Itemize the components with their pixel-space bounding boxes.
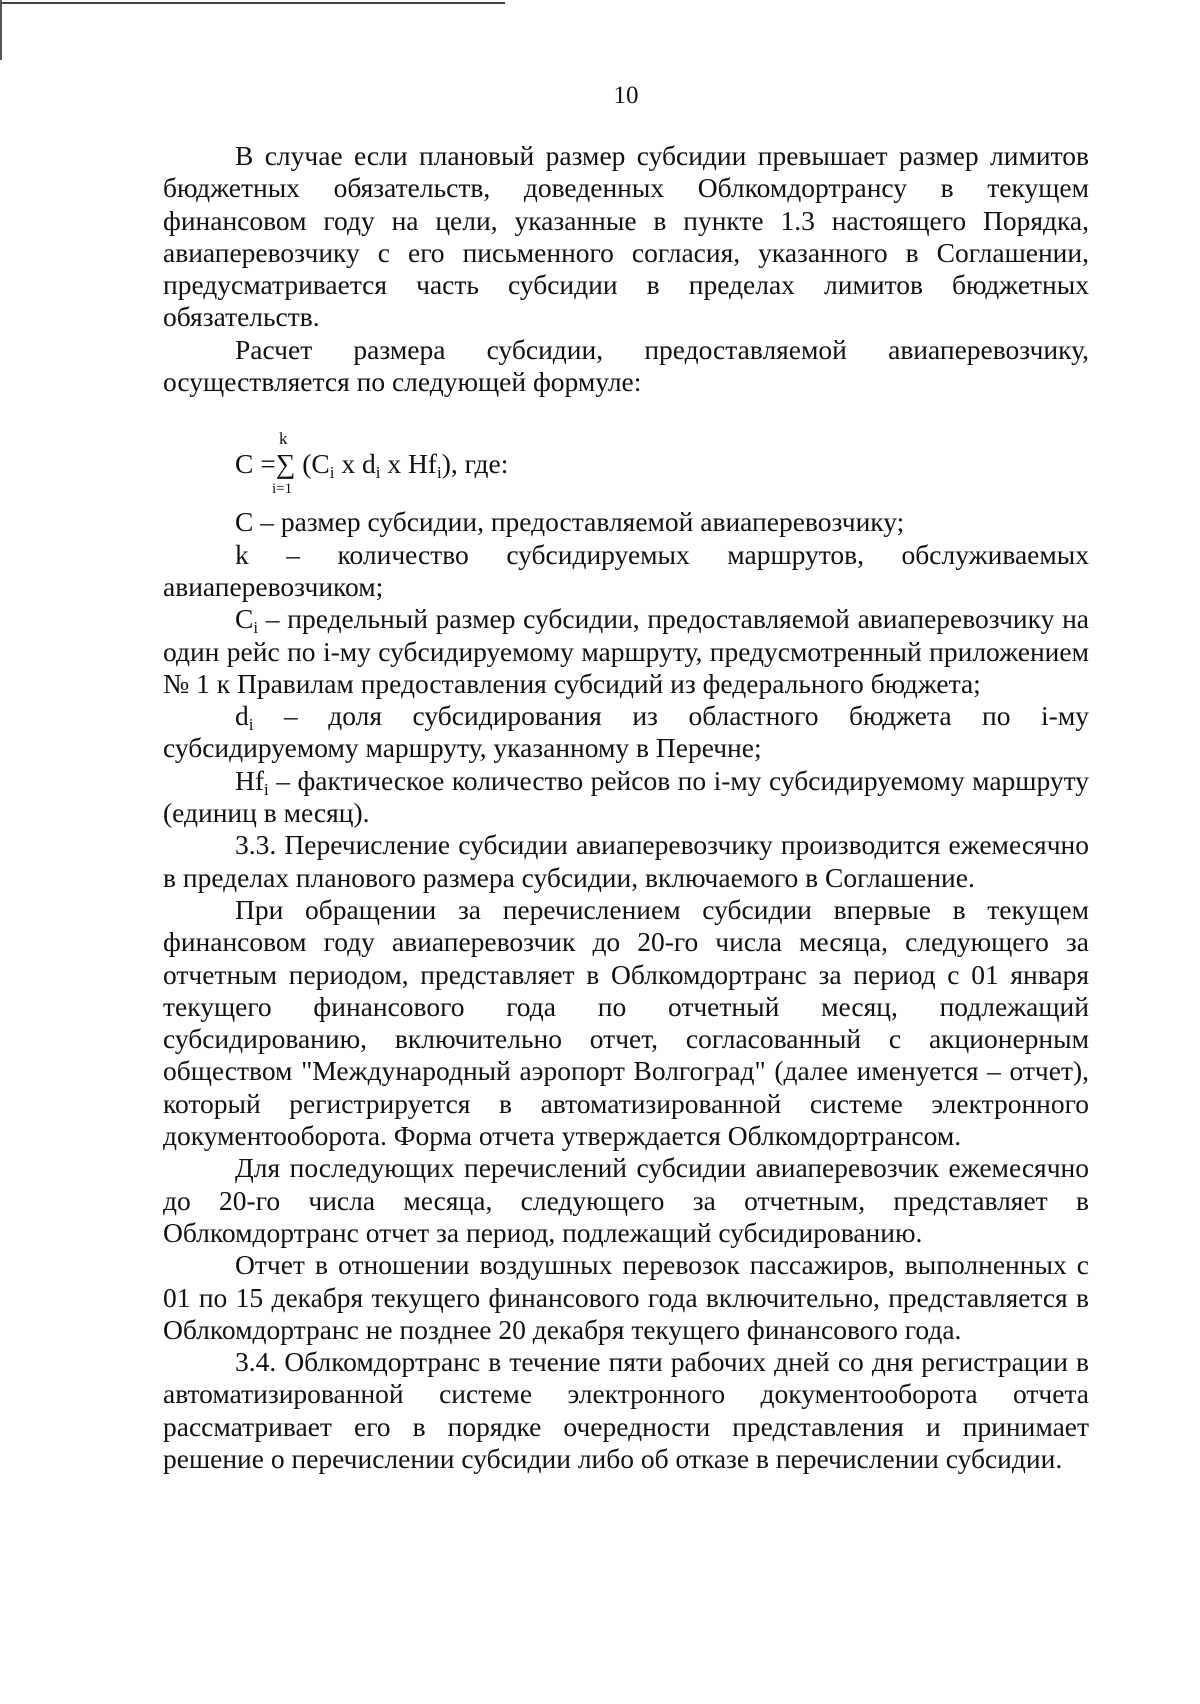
definition-symbol: d [235, 700, 249, 732]
definition-hfi [163, 765, 1089, 830]
formula-lhs: C = [235, 448, 276, 480]
formula-upper-limit: k [279, 429, 288, 449]
paragraph-subsequent-transfers: Для последующих перечислений субсидии авиаперевозчик ежемесячно до 20-го числа месяца, следующего за отчетным, представляет в Облкомдортранс отчет за период, подлежащий субсидированию. [163, 1152, 1089, 1248]
definition-c: С – размер субсидии, предоставляемой авиаперевозчику; [235, 506, 905, 538]
formula-lower-limit: i=1 [272, 481, 293, 498]
formula-close: ), где: [441, 448, 509, 480]
formula-sub: i [375, 463, 381, 483]
definition-di [163, 700, 1089, 765]
definition-ci [163, 603, 1089, 700]
formula-sum-sign: ∑ [275, 448, 296, 480]
paragraph-3-4: 3.4. Облкомдортранс в течение пяти рабочих дней со дня регистрации в автоматизированной системе электронного документооборота отчета рассматривает его в порядке очередности представления и принимает решение о перечислении субсидии либо об отказе в перечислении субсидии. [163, 1346, 1089, 1474]
definition-text: – предельный размер субсидии, предоставляемой авиаперевозчику на один рейс по i-му субсидируемому маршруту, предусмотренный приложением № 1 к Правилам предоставления субсидий из федерального бюджета; [163, 603, 1089, 699]
formula-mid: x d [334, 448, 376, 480]
definition-k: k – количество субсидируемых маршрутов, обслуживаемых авиаперевозчиком; [163, 538, 1089, 602]
paragraph-calculation-intro: Расчет размера субсидии, предоставляемой авиаперевозчику, осуществляется по следующей формуле: [163, 333, 1089, 398]
definition-text: – доля субсидирования из областного бюджета по i-му субсидируемому маршруту, указанному в Перечне; [163, 700, 1089, 764]
formula-sub: i [329, 463, 335, 483]
definition-subscript: i [264, 779, 269, 799]
paragraph-first-transfer: При обращении за перечислением субсидии впервые в текущем финансовом году авиаперевозчик до 20-го числа месяца, следующего за отчетным периодом, представляет в Облкомдортранс за период с 01 января текущего финансового года по отчетный месяц, подлежащий субсидированию, включительно отчет, согласованный с акционерным обществом "Международный аэропорт Волгоград" (далее именуется – отчет), который регистрируется в автоматизированной системе электронного документооборота. Форма отчета утверждается Облкомдортрансом. [163, 893, 1089, 1152]
paragraph-3-3: 3.3. Перечисление субсидии авиаперевозчику производится ежемесячно в пределах планового размера субсидии, включаемого в Соглашение. [163, 829, 1089, 893]
formula-sub: i [436, 463, 442, 483]
scan-edge-top [0, 2, 505, 4]
definition-subscript: i [248, 715, 254, 735]
formula-expression [235, 448, 509, 483]
page-number: 10 [613, 82, 639, 109]
definition-symbol: Hf [235, 764, 265, 796]
definition-text: – фактическое количество рейсов по i-му субсидируемому маршруту (единиц в месяц). [163, 764, 1089, 829]
paragraph-subsidy-limit: В случае если плановый размер субсидии превышает размер лимитов бюджетных обязательств, доведенных Облкомдортрансу в текущем финансовом году на цели, указанные в пункте 1.3 настоящего Порядка, авиаперевозчику с его письменного согласия, указанного в Соглашении, предусматривается часть субсидии в пределах лимитов бюджетных обязательств. [163, 140, 1089, 333]
formula-open: (C [295, 448, 330, 480]
formula-mid: x Hf [380, 448, 437, 480]
subsidy-formula [163, 404, 1089, 502]
definition-symbol: С [235, 603, 254, 635]
scan-edge-left [0, 0, 2, 60]
document-body [163, 140, 1089, 1475]
definition-subscript: i [253, 618, 259, 638]
paragraph-december-report: Отчет в отношении воздушных перевозок пассажиров, выполненных с 01 по 15 декабря текущего финансового года включительно, представляется в Облкомдортранс не позднее 20 декабря текущего финансового года. [163, 1249, 1089, 1345]
